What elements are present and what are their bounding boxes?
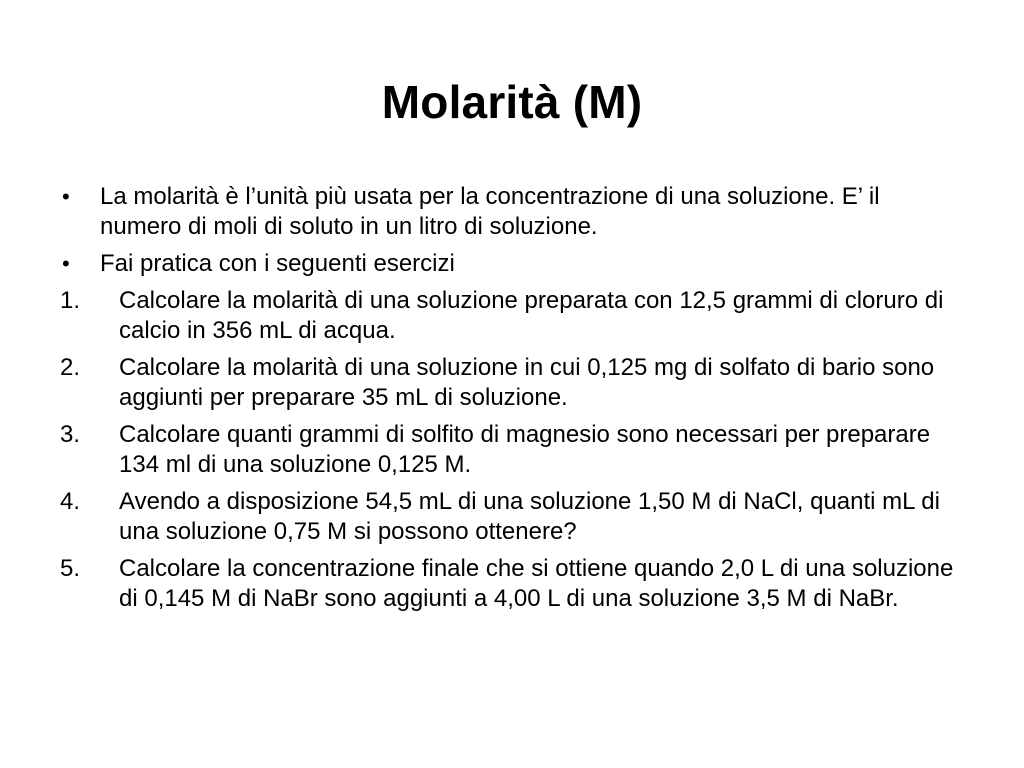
bullet-text: Fai pratica con i seguenti esercizi (100, 250, 455, 277)
exercise-number: 2. (60, 354, 81, 381)
exercise-number: 4. (60, 488, 81, 515)
bullet-marker-icon: • (62, 184, 70, 209)
slide-content (60, 182, 960, 621)
exercise-number: 1. (60, 287, 81, 314)
bullet-marker-icon: • (62, 251, 70, 276)
bullet-text: La molarità è l’unità più usata per la concentrazione di una soluzione. E’ il numero di moli di soluto in un litro di soluzione. (100, 183, 880, 240)
exercise-number: 5. (60, 555, 81, 582)
exercise-item-1 (60, 286, 960, 346)
slide-title: Molarità (M) (381, 76, 643, 128)
exercise-item-3 (60, 420, 960, 480)
exercise-text: Calcolare la concentrazione finale che si ottiene quando 2,0 L di una soluzione di 0,145 M di NaBr sono aggiunti a 4,00 L di una soluzione 3,5 M di NaBr. (119, 555, 954, 612)
exercise-text: Calcolare la molarità di una soluzione in cui 0,125 mg di solfato di bario sono aggiunti per preparare 35 mL di soluzione. (119, 354, 935, 411)
exercise-item-4 (60, 487, 960, 547)
bullet-item-2 (60, 249, 960, 279)
exercise-text: Calcolare quanti grammi di solfito di magnesio sono necessari per preparare 134 ml di una soluzione 0,125 M. (119, 421, 931, 478)
exercise-number: 3. (60, 421, 81, 448)
bullet-item-1 (60, 182, 960, 242)
exercise-item-2 (60, 353, 960, 413)
exercise-item-5 (60, 554, 960, 614)
exercise-text: Avendo a disposizione 54,5 mL di una soluzione 1,50 M di NaCl, quanti mL di una soluzione 0,75 M si possono ottenere? (119, 488, 940, 545)
exercise-text: Calcolare la molarità di una soluzione preparata con 12,5 grammi di cloruro di calcio in 356 mL di acqua. (119, 287, 944, 344)
